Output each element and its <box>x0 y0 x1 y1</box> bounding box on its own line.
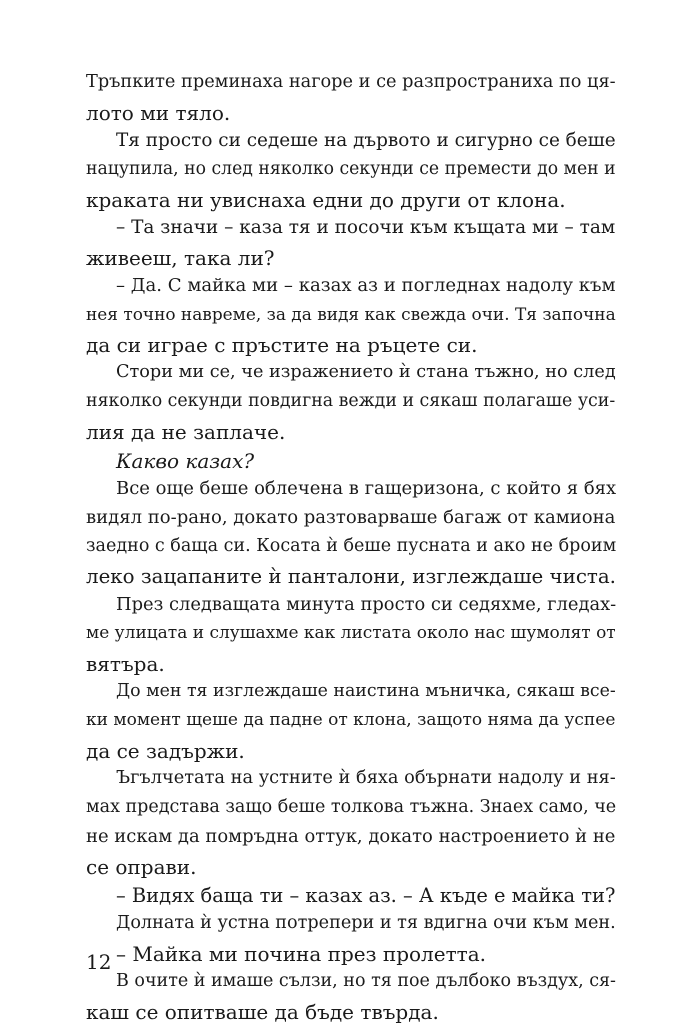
text-line: – Видях баща ти – казах аз. – А къде е майка ти? <box>116 884 616 907</box>
text-line: Стори ми се, че изражението ѝ стана тъжно, но след <box>116 362 616 382</box>
text-line: да се задържи. <box>86 739 245 763</box>
text-line: заедно с баща си. Косата ѝ беше пусната и ако не броим <box>86 536 617 556</box>
text-line: вятъра. <box>86 652 165 676</box>
text-line: не искам да помръдна оттук, докато настроението ѝ не <box>86 826 616 847</box>
text-line: се оправи. <box>86 855 197 879</box>
text-line: – Да. С майка ми – казах аз и погледнах надолу към <box>116 275 616 296</box>
text-line: лия да не заплаче. <box>86 420 286 444</box>
text-line: мах представа защо беше толкова тъжна. Знаех само, че <box>86 797 617 817</box>
text-line: краката ни увиснаха едни до други от клона. <box>86 188 566 212</box>
page-number: 12 <box>86 950 112 974</box>
text-line: Тя просто си седеше на дървото и сигурно се беше <box>116 130 616 151</box>
text-line: – Та значи – каза тя и посочи към къщата ми – там <box>116 217 616 238</box>
text-line: През следващата минута просто си седяхме, гледах- <box>116 594 617 615</box>
text-line: – Майка ми почина през пролетта. <box>116 942 487 966</box>
text-line: няколко секунди повдигна вежди и сякаш полагаше уси- <box>86 391 616 411</box>
text-line: Тръпките преминаха нагоре и се разпространиха по ця- <box>86 72 616 92</box>
text-line: живееш, така ли? <box>86 246 275 270</box>
text-line: да си играе с пръстите на ръцете си. <box>86 333 478 357</box>
text-line: видял по-рано, докато разтоварваше багаж от камиона <box>86 507 616 528</box>
text-line: нацупила, но след няколко секунди се премести до мен и <box>86 159 616 179</box>
text-line: До мен тя изглеждаше наистина мъничка, сякаш все- <box>116 681 616 701</box>
text-line: ки момент щеше да падне от клона, защото няма да успее <box>86 710 616 730</box>
text-line: В очите ѝ имаше сълзи, но тя пое дълбоко въздух, ся- <box>116 971 616 991</box>
text-line: Все още беше облечена в гащеризона, с който я бях <box>116 478 617 499</box>
text-line: лото ми тяло. <box>86 101 231 125</box>
text-line: каш се опитваше да бъде твърда. <box>86 1000 439 1024</box>
text-line: леко зацапаните ѝ панталони, изглеждаше чиста. <box>86 565 616 588</box>
text-line: нея точно навреме, за да видя как свежда очи. Тя започна <box>86 304 616 324</box>
text-line: Ъгълчетата на устните ѝ бяха обърнати надолу и ня- <box>116 768 616 788</box>
italic-line: Какво казах? <box>116 449 255 473</box>
text-line: ме улицата и слушахме как листата около нас шумолят от <box>86 623 616 643</box>
text-line: Долната ѝ устна потрепери и тя вдигна очи към мен. <box>116 913 616 933</box>
